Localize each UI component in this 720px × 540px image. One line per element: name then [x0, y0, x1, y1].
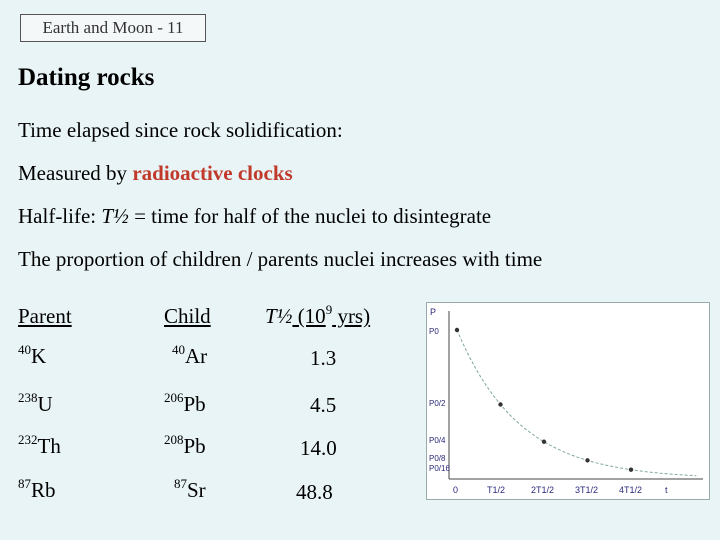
- y-tick-label: P0/2: [429, 399, 446, 408]
- header-halflife-symbol: T½: [265, 304, 293, 328]
- decay-curve-line: [457, 330, 696, 476]
- decay-data-point: [585, 458, 589, 462]
- decay-data-point: [542, 440, 546, 444]
- row-child: [164, 392, 206, 417]
- header-child: Child: [164, 304, 211, 328]
- measured-prefix: Measured by: [18, 161, 133, 185]
- x-tick-label: 4T1/2: [619, 485, 643, 495]
- row-halflife: 4.5: [310, 393, 337, 417]
- y-tick-label: P0/4: [429, 436, 446, 445]
- row-halflife: 1.3: [310, 346, 337, 370]
- header-halflife-unit-post: yrs): [332, 304, 371, 328]
- y-tick-label: P0: [429, 327, 439, 336]
- y-tick-label: P0/8: [429, 454, 446, 463]
- parent-mass-number: 87: [18, 476, 31, 491]
- decay-data-point: [498, 402, 502, 406]
- row-parent: [18, 392, 53, 417]
- header-halflife-unit-pre: (10: [292, 304, 326, 328]
- parent-symbol: Rb: [31, 478, 56, 502]
- text-line-elapsed: Time elapsed since rock solidification:: [18, 118, 343, 142]
- slide-number-tag: Earth and Moon - 11: [20, 14, 206, 42]
- halflife-symbol: T½: [101, 204, 129, 228]
- child-mass-number: 87: [174, 476, 187, 491]
- row-child: [172, 344, 207, 369]
- parent-mass-number: 40: [18, 342, 31, 357]
- row-child: [164, 434, 206, 459]
- header-halflife-unit-exp: 9: [325, 302, 333, 317]
- decay-data-point: [455, 328, 459, 332]
- header-halflife: [265, 304, 370, 329]
- radioactive-clocks-highlight: radioactive clocks: [132, 161, 293, 185]
- parent-mass-number: 238: [18, 390, 38, 405]
- row-child: [174, 478, 206, 503]
- parent-symbol: Th: [37, 434, 61, 458]
- header-parent: Parent: [18, 304, 72, 328]
- decay-points-layer: [455, 328, 633, 472]
- text-line-proportion: The proportion of children / parents nuclei increases with time: [18, 247, 543, 271]
- x-tick-label: 2T1/2: [531, 485, 555, 495]
- child-mass-number: 40: [172, 342, 185, 357]
- child-symbol: Ar: [185, 344, 208, 368]
- x-tick-label: 3T1/2: [575, 485, 599, 495]
- decay-curve-layer: [457, 330, 696, 476]
- halflife-prefix: Half-life:: [18, 204, 102, 228]
- text-line-measured: [18, 161, 293, 186]
- x-tick-label: t: [665, 485, 668, 495]
- decay-data-point: [629, 467, 633, 471]
- row-parent: [18, 478, 56, 503]
- child-symbol: Pb: [183, 434, 206, 458]
- child-symbol: Sr: [187, 478, 206, 502]
- decay-curve-svg: [427, 303, 709, 499]
- row-halflife: 14.0: [300, 436, 337, 460]
- parent-symbol: K: [31, 344, 47, 368]
- text-line-halflife: [18, 204, 491, 229]
- x-tick-label: T1/2: [487, 485, 506, 495]
- row-parent: [18, 434, 61, 459]
- y-tick-label: P0/16: [429, 464, 450, 473]
- halflife-definition: = time for half of the nuclei to disintegrate: [128, 204, 492, 228]
- decay-curve-figure: [426, 302, 710, 500]
- y-axis-title: P: [430, 307, 437, 317]
- child-symbol: Pb: [183, 392, 206, 416]
- parent-mass-number: 232: [18, 432, 38, 447]
- child-mass-number: 208: [164, 432, 184, 447]
- parent-symbol: U: [37, 392, 53, 416]
- x-tick-label: 0: [453, 485, 459, 495]
- slide-title: Dating rocks: [18, 64, 155, 91]
- child-mass-number: 206: [164, 390, 184, 405]
- row-halflife: 48.8: [296, 480, 333, 504]
- row-parent: [18, 344, 46, 369]
